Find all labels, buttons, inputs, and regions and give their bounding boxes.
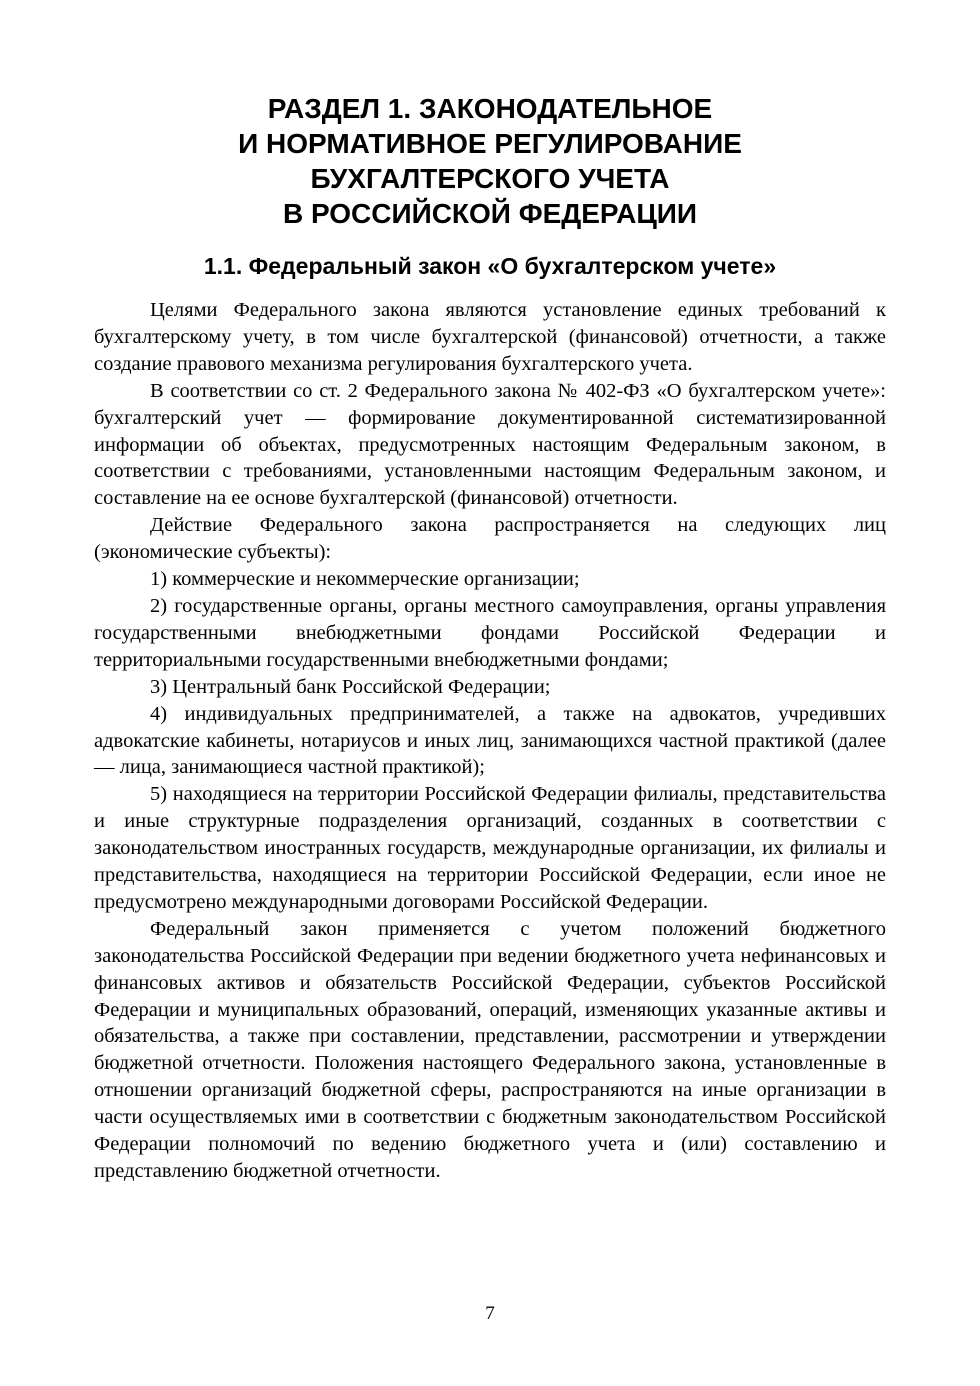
paragraph-scope: Действие Федерального закона распространяется на следующих лиц (экономические субъекты): bbox=[94, 514, 886, 564]
section-title-line: И НОРМАТИВНОЕ РЕГУЛИРОВАНИЕ bbox=[238, 128, 742, 159]
body-text bbox=[94, 297, 886, 1185]
list-item: 4) индивидуальных предпринимателей, а также на адвокатов, учредивших адвокатские кабинеты, нотариусов и иных лиц, занимающихся частной практикой (далее — лица, занимающиеся частной практикой); bbox=[94, 702, 886, 779]
section-title-line: РАЗДЕЛ 1. ЗАКОНОДАТЕЛЬНОЕ bbox=[267, 93, 713, 124]
list-item: 1) коммерческие и некоммерческие организации; bbox=[150, 568, 580, 591]
paragraph-goals: Целями Федерального закона являются установление единых требований к бухгалтерскому учету, в том числе бухгалтерской (финансовой) отчетности, а также создание правового механизма регулирования бухгалтерского учета. bbox=[94, 299, 886, 375]
list-item: 3) Центральный банк Российской Федерации; bbox=[150, 675, 551, 698]
section-title bbox=[94, 91, 886, 231]
paragraph-definition: В соответствии со ст. 2 Федерального закона № 402-ФЗ «О бухгалтерском учете»: бухгалтерский учет — формирование документированной систематизированной информации об объектах, предусмотренных настоящим Федеральным законом, в соответствии с требованиями, установленными настоящим Федеральным законом, и составление на ее основе бухгалтерской (финансовой) отчетности. bbox=[94, 379, 886, 510]
page-number: 7 bbox=[485, 1303, 495, 1324]
paragraph-budget: Федеральный закон применяется с учетом положений бюджетного законодательства Российской Федерации при ведении бюджетного учета нефинансовых и финансовых активов и обязательств Российской Федерации, субъектов Российской Федерации и муниципальных образований, операций, изменяющих указанные активы и обязательства, а также при составлении, представлении, рассмотрении и утверждении бюджетной отчетности. Положения настоящего Федерального закона, установленные в отношении организаций бюджетной сферы, распространяются на иные организации в части осуществляемых ими в соответствии с бюджетным законодательством Российской Федерации полномочий по ведению бюджетного учета и (или) составлению и представлению бюджетной отчетности. bbox=[94, 917, 886, 1182]
subsection-title: 1.1. Федеральный закон «О бухгалтерском учете» bbox=[203, 253, 777, 279]
list-item: 2) государственные органы, органы местного самоуправления, органы управления государственными внебюджетными фондами Российской Федерации и территориальными государственными внебюджетными фондами; bbox=[94, 594, 886, 671]
section-title-line: БУХГАЛТЕРСКОГО УЧЕТА bbox=[310, 163, 670, 194]
list-item: 5) находящиеся на территории Российской Федерации филиалы, представительства и иные структурные подразделения организаций, созданных в соответствии с законодательством иностранных государств, международные организации, их филиалы и представительства, находящиеся на территории Российской Федерации, если иное не предусмотрено международными договорами Российской Федерации. bbox=[94, 783, 886, 913]
section-title-line: В РОССИЙСКОЙ ФЕДЕРАЦИИ bbox=[282, 198, 698, 229]
